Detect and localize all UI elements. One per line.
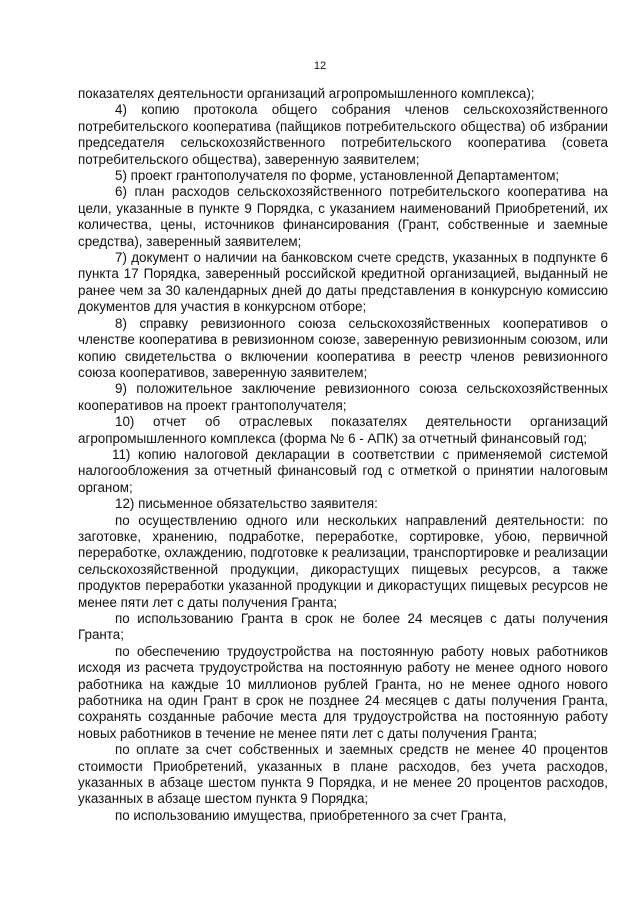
paragraph-obligation-employment: по обеспечению трудоустройства на постоянную работу новых работников исходя из расчета трудоустройства на постоянную работу не менее одного нового работника на каждые 10 миллионов рублей Гранта, но не менее одного нового работника на один Грант в срок не позднее 24 месяцев с даты получения Гранта, сохранять созданные рабочие места для трудоустройства на постоянную работу новых работников в течение не менее пяти лет с даты получения Гранта;: [78, 643, 608, 741]
page-number: 12: [313, 60, 327, 72]
paragraph-obligation-grant-use: по использованию Гранта в срок не более 24 месяцев с даты получения Гранта;: [78, 611, 608, 643]
paragraph-item-11: 11) копию налоговой декларации в соответствии с применяемой системой налогообложения за отчетный финансовый год с отметкой о принятии налоговым органом;: [78, 446, 608, 495]
paragraph-item-8: 8) справку ревизионного союза сельскохозяйственных кооперативов о членстве кооператива в ревизионном союзе, заверенную ревизионным союзом, или копию свидетельства о включении кооператива в реестр членов ревизионного союза кооперативов, заверенную заявителем;: [78, 315, 608, 380]
paragraph-obligation-activity: по осуществлению одного или нескольких направлений деятельности: по заготовке, хранению, подработке, переработке, сортировке, убою, первичной переработке, охлаждению, подготовке к реализации, транспортировке и реализации сельскохозяйственной продукции, дикорастущих пищевых ресурсов, а также продуктов переработки указанной продукции и дикорастущих пищевых ресурсов не менее пяти лет с даты получения Гранта;: [78, 512, 608, 610]
paragraph-item-10: 10) отчет об отраслевых показателях деятельности организаций агропромышленного комплекса (форма № 6 - АПК) за отчетный финансовый год;: [78, 414, 608, 446]
paragraph-item-6: 6) план расходов сельскохозяйственного потребительского кооператива на цели, указанные в пункте 9 Порядка, с указанием наименований Приобретений, их количества, цены, источников финансирования (Грант, собственные и заемные средства), заверенный заявителем;: [78, 184, 608, 249]
paragraph-item-7: 7) документ о наличии на банковском счете средств, указанных в подпункте 6 пункта 17 Порядка, заверенный российской кредитной организацией, выданный не ранее чем за 30 календарных дней до даты представления в конкурсную комиссию документов для участия в конкурсном отборе;: [78, 250, 608, 315]
paragraph-item-12: 12) письменное обязательство заявителя:: [115, 496, 378, 512]
paragraph-item-9: 9) положительное заключение ревизионного союза сельскохозяйственных кооперативов на проект грантополучателя;: [78, 381, 608, 413]
paragraph-obligation-payment: по оплате за счет собственных и заемных средств не менее 40 процентов стоимости Приобретений, указанных в плане расходов, без учета расходов, указанных в абзаце шестом пункта 9 Порядка, и не менее 20 процентов расходов, указанных в абзаце шестом пункта 9 Порядка;: [78, 742, 608, 807]
paragraph-item-5: 5) проект грантополучателя по форме, установленной Департаментом;: [115, 168, 560, 184]
document-body: [78, 86, 608, 824]
paragraph-continuation: показателях деятельности организаций агропромышленного комплекса);: [78, 86, 535, 101]
paragraph-item-4: 4) копию протокола общего собрания членов сельскохозяйственного потребительского кооператива (пайщиков потребительского общества) об избрании председателя сельскохозяйственного потребительского кооператива (совета потребительского общества), заверенную заявителем;: [78, 102, 608, 167]
paragraph-obligation-property: по использованию имущества, приобретенного за счет Гранта,: [115, 807, 507, 823]
